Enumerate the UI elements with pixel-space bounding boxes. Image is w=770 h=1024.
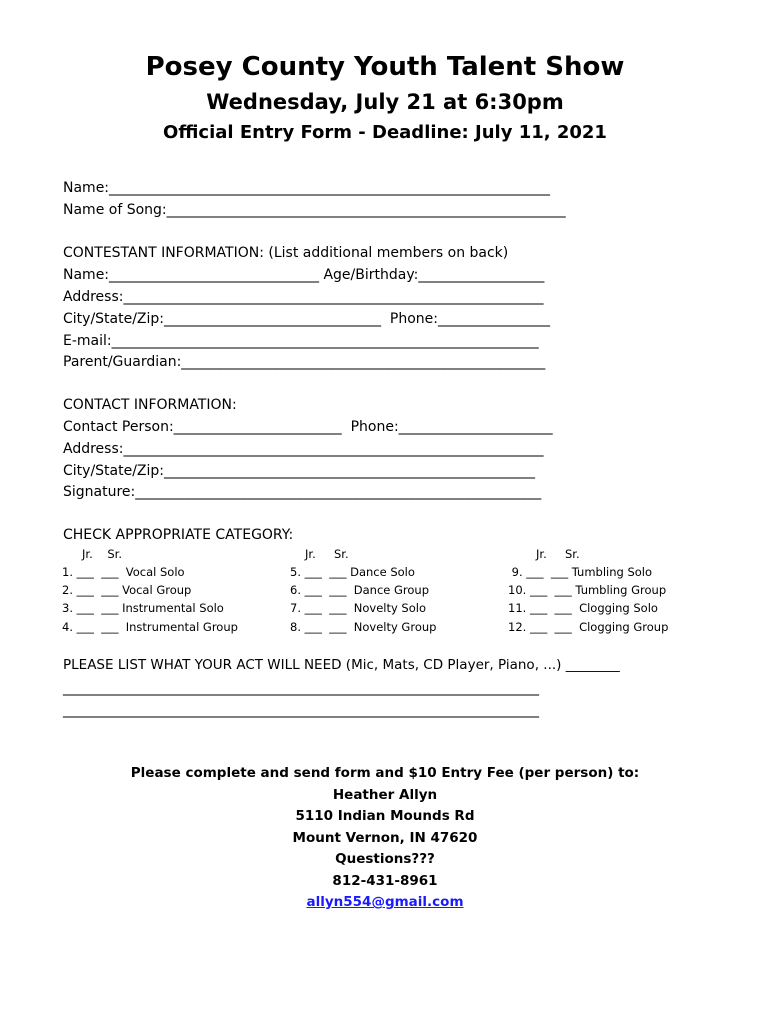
category-item[interactable]: 12. ___ ___ Clogging Group bbox=[508, 620, 669, 634]
contestant-city-phone-field[interactable]: City/State/Zip:_______________________________ Phone:________________ bbox=[63, 311, 550, 327]
category-item[interactable]: 8. ___ ___ Novelty Group bbox=[290, 620, 437, 634]
category-col3-header: Jr. Sr. bbox=[536, 547, 580, 561]
needs-heading-field[interactable]: PLEASE LIST WHAT YOUR ACT WILL NEED (Mic, Mats, CD Player, Piano, ...) ________ bbox=[63, 657, 620, 673]
mailing-instructions bbox=[0, 763, 770, 914]
contestant-email-field[interactable]: E-mail:_____________________________________________________________ bbox=[63, 333, 539, 349]
contestant-address-field[interactable]: Address:____________________________________________________________ bbox=[63, 289, 544, 305]
category-heading: CHECK APPROPRIATE CATEGORY: bbox=[63, 527, 294, 543]
recipient-street: 5110 Indian Mounds Rd bbox=[295, 808, 475, 824]
needs-line-2[interactable]: ____________________________________________________________________ bbox=[63, 702, 539, 718]
email-link[interactable]: allyn554@gmail.com bbox=[306, 894, 464, 910]
contestant-name-age-field[interactable]: Name:______________________________ Age/Birthday:__________________ bbox=[63, 267, 545, 283]
category-item[interactable]: 6. ___ ___ Dance Group bbox=[290, 583, 430, 597]
contestant-heading: CONTESTANT INFORMATION: (List additional members on back) bbox=[63, 245, 509, 261]
category-col2-header: Jr. Sr. bbox=[305, 547, 349, 561]
song-field[interactable]: Name of Song:_________________________________________________________ bbox=[63, 202, 566, 218]
contact-person-phone-field[interactable]: Contact Person:________________________ Phone:______________________ bbox=[63, 419, 553, 435]
contact-address-field[interactable]: Address:____________________________________________________________ bbox=[63, 441, 544, 457]
questions-label: Questions??? bbox=[335, 851, 435, 867]
category-item[interactable]: 5. ___ ___ Dance Solo bbox=[290, 565, 415, 579]
page-title: Posey County Youth Talent Show bbox=[145, 52, 625, 82]
category-item[interactable]: 4. ___ ___ Instrumental Group bbox=[62, 620, 238, 634]
category-col1-header: Jr. Sr. bbox=[82, 547, 122, 561]
contact-city-field[interactable]: City/State/Zip:_____________________________________________________ bbox=[63, 463, 536, 479]
parent-guardian-field[interactable]: Parent/Guardian:____________________________________________________ bbox=[63, 354, 546, 370]
needs-line-1[interactable]: ____________________________________________________________________ bbox=[63, 680, 539, 696]
contact-heading: CONTACT INFORMATION: bbox=[63, 397, 237, 413]
category-item[interactable]: 11. ___ ___ Clogging Solo bbox=[508, 601, 658, 615]
contact-phone: 812-431-8961 bbox=[332, 872, 438, 889]
name-field[interactable]: Name:_______________________________________________________________ bbox=[63, 180, 551, 196]
form-deadline: Official Entry Form - Deadline: July 11, 2021 bbox=[163, 122, 607, 143]
recipient-name: Heather Allyn bbox=[332, 786, 438, 803]
category-item[interactable]: 10. ___ ___ Tumbling Group bbox=[508, 583, 667, 597]
event-date: Wednesday, July 21 at 6:30pm bbox=[206, 90, 564, 114]
recipient-city: Mount Vernon, IN 47620 bbox=[292, 829, 478, 846]
instruction-text: Please complete and send form and $10 Entry Fee (per person) to: bbox=[130, 765, 640, 781]
category-item[interactable]: 2. ___ ___ Vocal Group bbox=[62, 583, 192, 597]
category-item[interactable]: 7. ___ ___ Novelty Solo bbox=[290, 601, 427, 615]
signature-field[interactable]: Signature:__________________________________________________________ bbox=[63, 484, 542, 500]
category-item[interactable]: 9. ___ ___ Tumbling Solo bbox=[508, 565, 653, 579]
category-item[interactable]: 1. ___ ___ Vocal Solo bbox=[62, 565, 185, 579]
category-item[interactable]: 3. ___ ___ Instrumental Solo bbox=[62, 601, 224, 615]
